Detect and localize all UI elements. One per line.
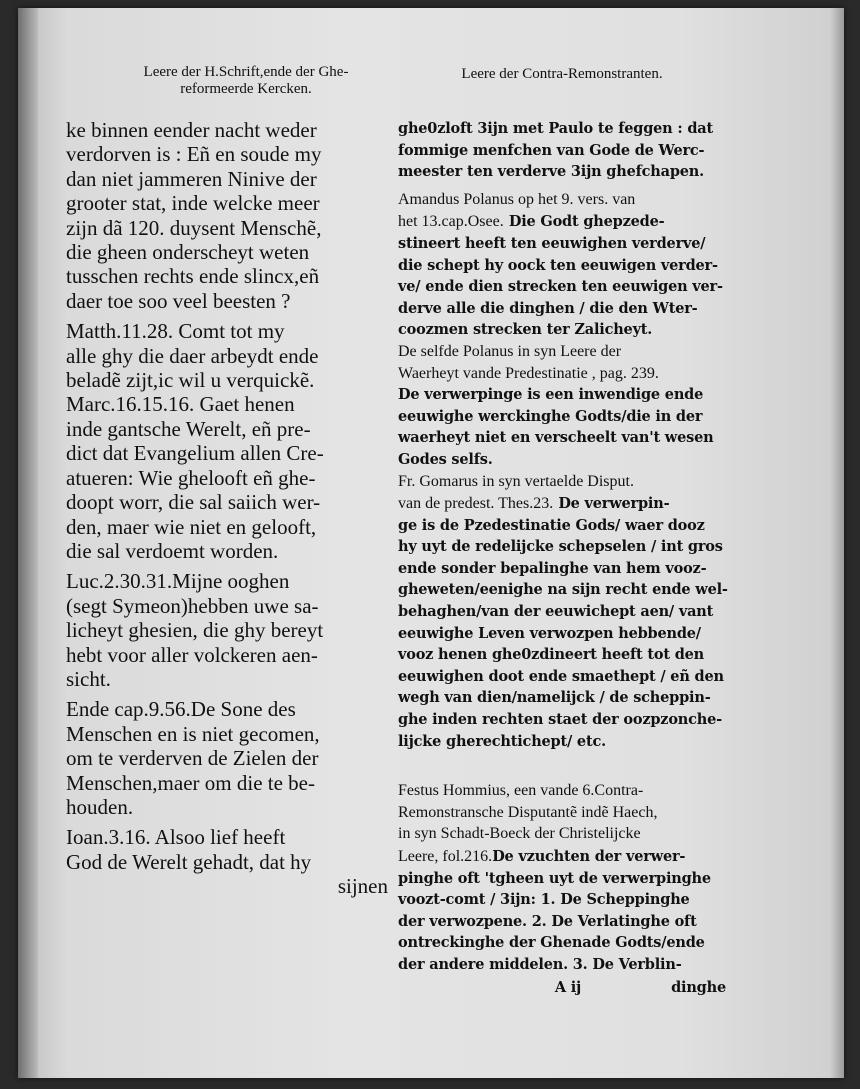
blackletter-line: der andere middelen. 3. De Verblin- (398, 955, 682, 973)
text-line: hebt voor aller volckeren aen- (66, 642, 318, 667)
blackletter-line: hy uyt de redelijcke schepselen / int gros (398, 538, 723, 556)
blackletter-line: meester ten verderve 3ijn ghefchapen. (398, 163, 704, 181)
roman-line: het 13.cap.Osee. (398, 213, 504, 231)
text-line: zijn dã 120. duysent Menschẽ, (66, 215, 322, 240)
blackletter-line: eeuwighe Leven verwozpen hebbende/ (398, 624, 701, 642)
roman-line: Leere, fol.216. (398, 848, 493, 865)
blackletter-line: ontreckinghe der Ghenade Godts/ende (398, 934, 705, 952)
roman-line: in syn Schadt-Boeck der Christelijcke (398, 825, 641, 843)
header-left-line2: reformeerde Kercken. (180, 81, 312, 97)
text-line: Ioan.3.16. Alsoo lief heeft (66, 825, 286, 850)
blackletter-line: gheweten/eenighe na sijn recht ende wel- (398, 581, 728, 599)
blackletter-line: stineert heeft ten eeuwighen verderve/ (398, 234, 706, 252)
blackletter-line: ghe0zloft 3ijn met Paulo te feggen : dat (398, 120, 713, 137)
blackletter-line: vooz henen ghe0zdineert heeft tot den (398, 646, 705, 664)
text-line: inde gantsche Werelt, eñ pre- (66, 416, 311, 441)
text-line: alle ghy die daer arbeydt ende (66, 343, 319, 368)
blackletter-line: Die Godt ghepzede- (508, 213, 665, 231)
blackletter-line: Godes selfs. (398, 450, 493, 468)
text-line: tusschen rechts ende slincx,eñ (66, 264, 320, 289)
text-line: beladẽ zijt,ic wil u verquickẽ. (66, 368, 315, 393)
blackletter-line: wegh van dien/namelijck / de scheppin- (398, 689, 711, 707)
roman-line: Remonstransche Disputantẽ indẽ Haech, (398, 803, 658, 821)
catchword: dinghe (671, 978, 726, 996)
signature-mark: A ij (554, 978, 582, 996)
text-line: die gheen onderscheyt weten (66, 240, 310, 265)
text-line: sicht. (66, 666, 111, 691)
text-line: daer toe soo veel beesten ? (66, 288, 291, 313)
text-line: Luc.2.30.31.Mijne ooghen (66, 569, 290, 594)
roman-line: Amandus Polanus op het 9. vers. van (398, 190, 636, 208)
text-line: die sal verdoemt worden. (66, 538, 279, 563)
header-left-line1: Leere der H.Schrift,ende der Ghe- (143, 64, 349, 80)
running-header-right: Leere der Contra-Remonstranten. (461, 66, 663, 82)
blackletter-line: pinghe oft 'tgheen uyt de verwerpinghe (398, 869, 711, 887)
blackletter-line: waerheyt niet en verscheelt van't wesen (398, 429, 714, 447)
blackletter-line: ge is de Pzedestinatie Gods/ waer dooz (398, 516, 705, 534)
page-gutter (18, 8, 38, 1078)
roman-line: De selfde Polanus in syn Leere der (398, 342, 622, 360)
blackletter-line: die schept hy oock ten eeuwigen verder- (398, 256, 718, 274)
text-line: licheyt ghesien, die ghy bereyt (66, 618, 324, 643)
blackletter-line: eeuwighen doot ende smaethept / eñ den (398, 667, 724, 685)
roman-line: van de predest. Thes.23. (398, 495, 554, 513)
blackletter-line: De vzuchten der verwer- (492, 848, 686, 865)
blackletter-line: De verwerpin- (558, 495, 670, 513)
text-line: doopt worr, die sal saiich wer- (66, 490, 321, 515)
page-edge (830, 8, 844, 1078)
signature-line (398, 976, 736, 999)
text-line: atueren: Wie ghelooft eñ ghe- (66, 465, 316, 490)
text-line: ke binnen eender nacht weder (66, 118, 317, 142)
text-line: Matth.11.28. Comt tot my (66, 319, 285, 344)
roman-line: Fr. Gomarus in syn vertaelde Disput. (398, 472, 634, 490)
blackletter-line: lijcke gherechtichept/ etc. (398, 732, 606, 750)
text-line: om te verderven de Zielen der (66, 746, 319, 771)
text-line: verdorven is : Eñ en soude my (66, 142, 322, 167)
blackletter-line: fommige menfchen van Gode de Werc- (398, 141, 705, 159)
roman-line: Waerheyt vande Predestinatie , pag. 239. (398, 364, 659, 382)
blackletter-line: ende sonder bepalinghe van hem vooz- (398, 559, 707, 577)
text-line: God de Werelt gehadt, dat hy (66, 849, 312, 874)
roman-line: Festus Hommius, een vande 6.Contra- (398, 782, 644, 800)
blackletter-line: der verwozpene. 2. De Verlatinghe oft (398, 912, 697, 930)
left-column (66, 118, 388, 899)
blackletter-line: coozmen strecken ter Zalicheyt. (398, 321, 653, 339)
text-line: Menschen en is niet gecomen, (66, 721, 320, 746)
blackletter-line: ve/ ende dien strecken ten eeuwigen ver- (398, 278, 723, 296)
blackletter-line: eeuwighe werckinghe Godts/die in der (398, 407, 703, 425)
running-header-left (96, 64, 396, 98)
text-line: (segt Symeon)hebben uwe sa- (66, 593, 319, 618)
blackletter-line: behaghen/van der eeuwichept aen/ vant (398, 603, 714, 621)
blackletter-line: De verwerpinge is een inwendige ende (398, 386, 704, 404)
blackletter-line: voozt-comt / 3ijn: 1. De Scheppinghe (398, 891, 690, 909)
blackletter-line: derve alle die dinghen / die den Wter- (398, 299, 698, 317)
blackletter-line: ghe inden rechten staet der oozpzonche- (398, 711, 722, 729)
text-line: grooter stat, inde welcke meer (66, 191, 320, 216)
text-line: dict dat Evangelium allen Cre- (66, 441, 324, 466)
text-line: Menschen,maer om die te be- (66, 770, 315, 795)
text-line: houden. (66, 794, 134, 819)
text-line: den, maer wie niet en gelooft, (66, 514, 317, 539)
text-line: Ende cap.9.56.De Sone des (66, 697, 296, 722)
text-line: dan niet jammeren Ninive der (66, 166, 317, 191)
text-line: Marc.16.15.16. Gaet henen (66, 392, 295, 417)
text-line: sijnen (337, 874, 388, 899)
right-column (398, 118, 736, 998)
